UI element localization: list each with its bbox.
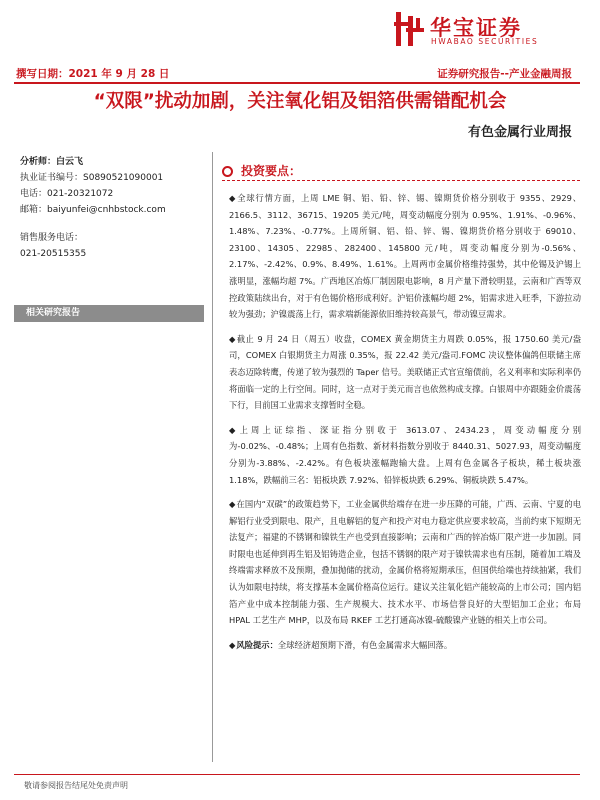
footer-disclaimer: 敬请参阅报告结尾处免责声明 <box>24 781 128 790</box>
sales-phone: 021-20515355 <box>20 249 87 259</box>
analyst-email: 邮箱：baiyunfei@cnhbstock.com <box>20 205 166 215</box>
footer-divider <box>14 774 580 775</box>
header-divider <box>14 82 580 84</box>
brand-name-cn: 华宝证券 <box>430 16 522 40</box>
diamond-bullet-icon: ◆ <box>229 639 236 650</box>
key-point-paragraph: ◆在国内“双碳”的政策趋势下，工业金属供给端存在进一步压降的可能，广西、云南、宁夏的电解铝行业受到限电、限产，且电解铝的复产和投产对电力稳定供应要求较高，当前约束下短期无法复产；福建的不锈钢和镍铁生产也受到直接影响；云南和广西的锌冶炼厂限产进一步加剧。同时限电也延伸到再生铝及铝铸造企业，包括不锈钢的限产对于镍铁需求也有压制，随着加工端及终端需求释放不及预期，叠加抛储的扰动，金属价格将短期承压，但国供给端也持续抽紧，我们认为如限电持续，将支撑基本金属价格高位运行。建议关注氧化铝产能较高的上市公司；国内铝箔产业中成本控制能力强、生产规模大、技术水平、市场信誉良好的大型铝加工企业；布局 HPAL 工艺生产 MHP，以及布局 RKEF 工艺打通高冰镍-硫酸镍产业链的相关上市公司。 <box>229 499 581 626</box>
brand-mark-icon <box>394 12 424 46</box>
key-points-divider <box>222 180 580 181</box>
related-reports-header: 相关研究报告 <box>14 305 204 322</box>
key-point-paragraph: ◆全球行情方面，上周 LME 铜、铝、铅、锌、锡、镍期货价格分别收于 9355、2929、2166.5、3112、36715、19205 美元/吨，周变动幅度分别为 0.95%、1.91%、-0.96%、1.48%、7.23%、-0.77%。上周所铜、铝、铅、锌、锡、镍期货价格分别收于 69010、23100、14305、22985、282400、145800 元/吨，周变动幅度分别为-0.56%、2.17%、-2.42%、0.9%、8.49%、1.61%。上周两市金属价格维持强势，其中伦锡及沪锡上涨明显，涨幅均超 7%。广西地区冶炼厂制因限电影响，8 月产量下滑较明显，云南和广西等双控政策陆续出台，对于有色锡价格形成利好。沪铝价涨幅均超 2%，铝需求进入旺季，下游拉动较为强劲；沪镍震荡上行，需求端新能源依旧维持较高景气，带动镍豆需求。 <box>229 193 581 320</box>
sales-phone-label: 销售服务电话： <box>20 233 84 243</box>
risk-text: 全球经济超预期下滑，有色金属需求大幅回落。 <box>277 639 453 650</box>
diamond-bullet-icon: ◆ <box>229 193 237 203</box>
key-point-paragraph: ◆截止 9 月 24 日（周五）收盘，COMEX 黄金期货主力周跌 0.05%，报 1750.60 美元/盎司，COMEX 白银期货主力周涨 0.35%，报 22.42 美元/盎司.FOMC 决议整体偏鸽但联储主席表态迈除转鹰，传递了较为强烈的 Taper 信号。美联储正式官宣缩债前，名义利率和实际利率仍将面临一定的上行空间。同时，这一点对于美元而言也依然构成支撑。白银周中亦跟随金价震荡下行，目前国工业需求支撑暂时全稳。 <box>229 333 581 411</box>
key-points-body <box>229 190 581 661</box>
risk-label: 风险提示： <box>236 639 278 650</box>
analyst-name: 分析师：白云飞 <box>20 157 84 167</box>
key-point-paragraph: ◆上周上证综指、深证指分别收于 3613.07、2434.23，周变动幅度分别为-0.02%、-0.48%；上周有色指数、新材料指数分别收于 8440.31、5027.93，周变动幅度分别为-3.88%、-2.42%。有色板块涨幅跑输大盘。上周有色金属各子板块，稀土板块涨 1.18%，跌幅前三名：铝板块跌 7.92%、铅锌板块跌 6.29%、铜板块跌 5.47%。 <box>229 424 581 485</box>
report-type: 证券研究报告--产业金融周报 <box>437 68 572 80</box>
analyst-license: 执业证书编号：S0890521090001 <box>20 173 164 183</box>
report-subtitle: 有色金属行业周报 <box>467 125 572 140</box>
brand-logo <box>394 10 564 50</box>
analyst-info <box>20 154 200 262</box>
risk-warning <box>229 637 581 654</box>
brand-name-en: HWABAO SECURITIES <box>431 37 539 46</box>
report-date: 撰写日期：2021 年 9 月 28 日 <box>16 68 170 80</box>
column-divider <box>212 152 213 762</box>
diamond-bullet-icon: ◆ <box>229 424 239 435</box>
diamond-bullet-icon: ◆ <box>229 333 236 344</box>
diamond-bullet-icon: ◆ <box>229 499 236 510</box>
analyst-phone: 电话：021-20321072 <box>20 189 114 199</box>
key-points-title: 投资要点： <box>241 164 302 178</box>
report-title: “双限”扰动加剧，关注氧化铝及铝箔供需错配机会 <box>93 91 507 112</box>
ring-bullet-icon <box>222 166 233 177</box>
